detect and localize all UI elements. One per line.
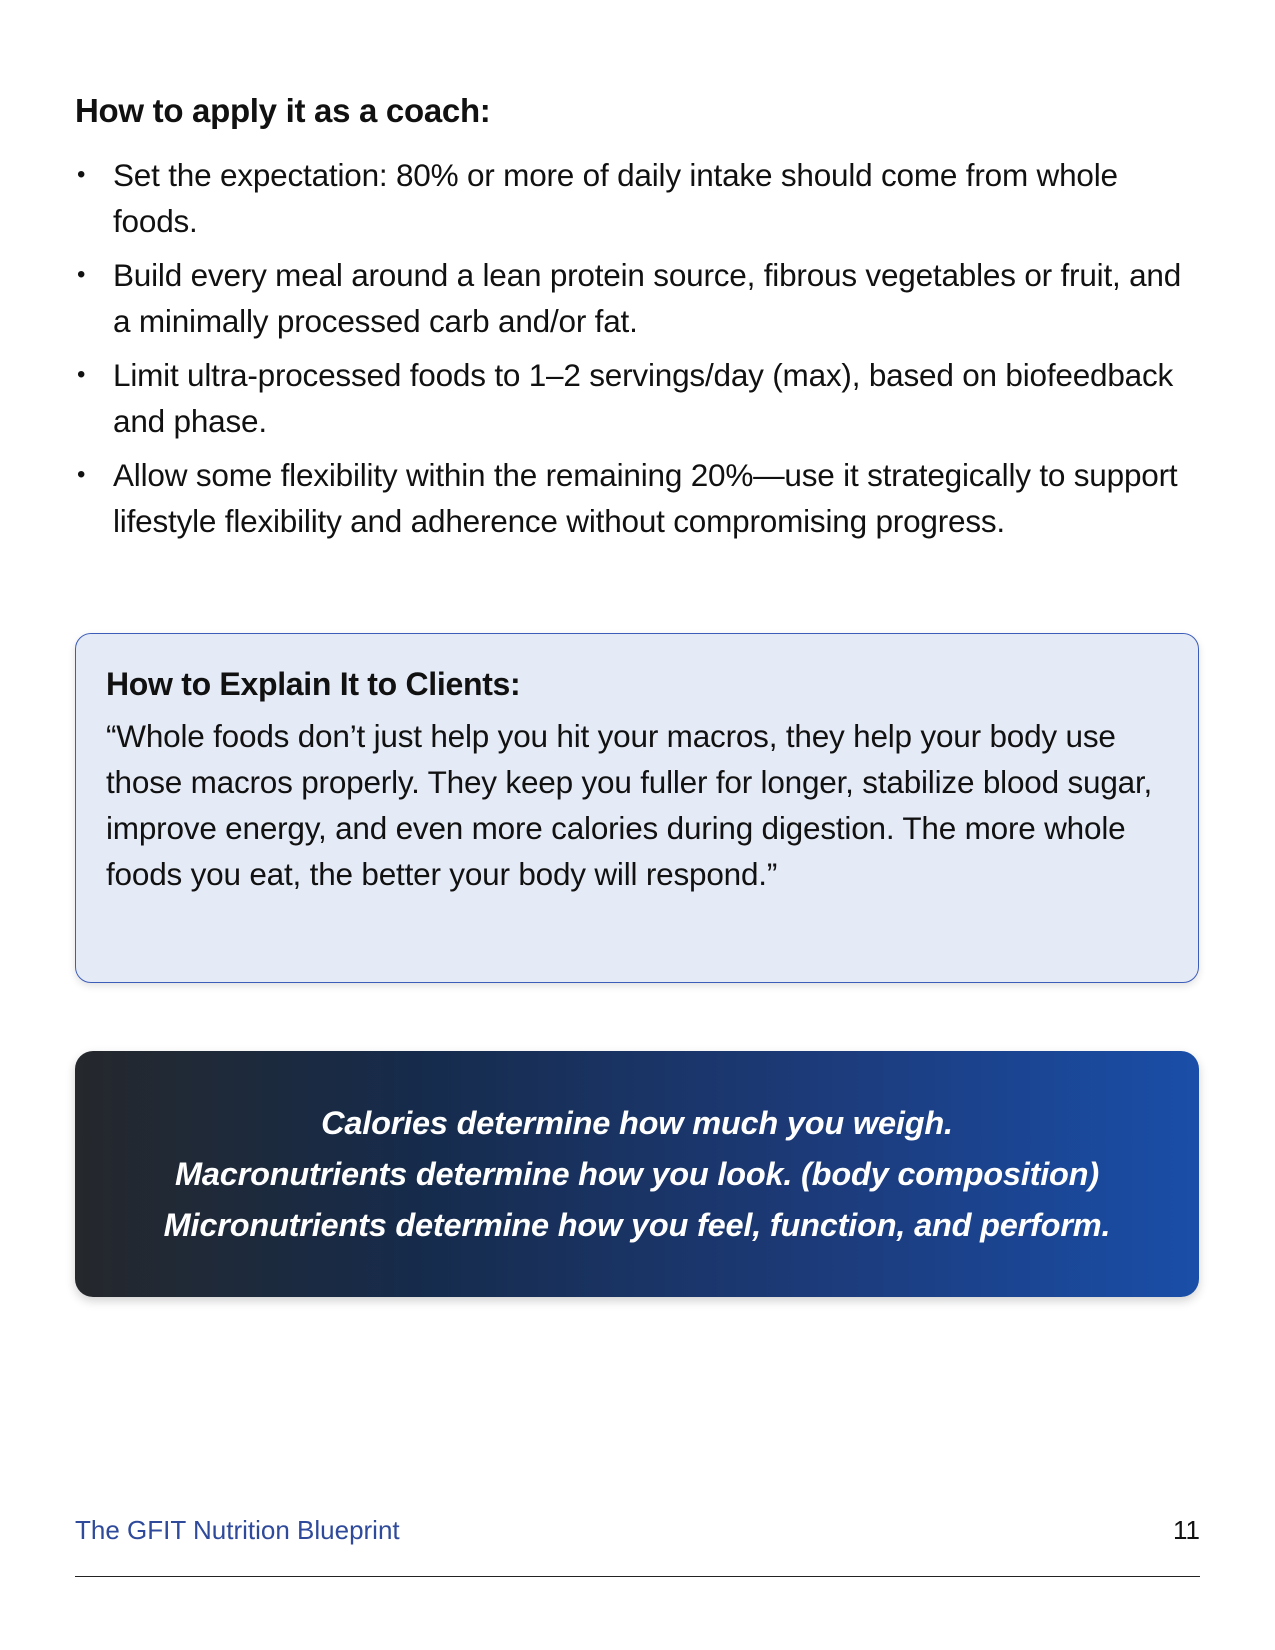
bullet-icon: • — [77, 261, 86, 288]
coach-section-heading: How to apply it as a coach: — [75, 92, 491, 129]
explain-to-clients-box — [75, 633, 1199, 983]
coach-section — [75, 92, 1200, 552]
list-item — [75, 352, 1200, 444]
bullet-icon: • — [77, 361, 86, 388]
bullet-icon: • — [77, 461, 86, 488]
callout-line-macronutrients: Macronutrients determine how you look. (body composition) — [175, 1155, 1099, 1192]
explain-box-quote: “Whole foods don’t just help you hit your macros, they help your body use those macros properly. They keep you fuller for longer, stabilize blood sugar, improve energy, and even more calories during digestion. The more whole foods you eat, the better your body will respond.” — [106, 718, 1153, 892]
callout-line-calories: Calories determine how much you weigh. — [321, 1104, 953, 1141]
bullet-text: Build every meal around a lean protein source, fibrous vegetables or fruit, and a minimally processed carb and/or fat. — [113, 257, 1182, 339]
footer-divider — [75, 1576, 1200, 1577]
footer-document-title: The GFIT Nutrition Blueprint — [75, 1515, 400, 1545]
nutrition-callout-banner — [75, 1051, 1199, 1297]
list-item — [75, 152, 1200, 244]
bullet-text: Set the expectation: 80% or more of daily intake should come from whole foods. — [113, 157, 1118, 239]
coach-bullet-list — [75, 152, 1200, 544]
bullet-text: Limit ultra-processed foods to 1–2 servings/day (max), based on biofeedback and phase. — [113, 357, 1174, 439]
explain-box-title: How to Explain It to Clients: — [106, 666, 521, 702]
list-item — [75, 452, 1200, 544]
page-number: 11 — [1173, 1515, 1200, 1545]
bullet-icon: • — [77, 161, 86, 188]
list-item — [75, 252, 1200, 344]
bullet-text: Allow some flexibility within the remaining 20%—use it strategically to support lifestyle flexibility and adherence without compromising progress. — [113, 457, 1178, 539]
callout-line-micronutrients: Micronutrients determine how you feel, function, and perform. — [163, 1206, 1111, 1243]
